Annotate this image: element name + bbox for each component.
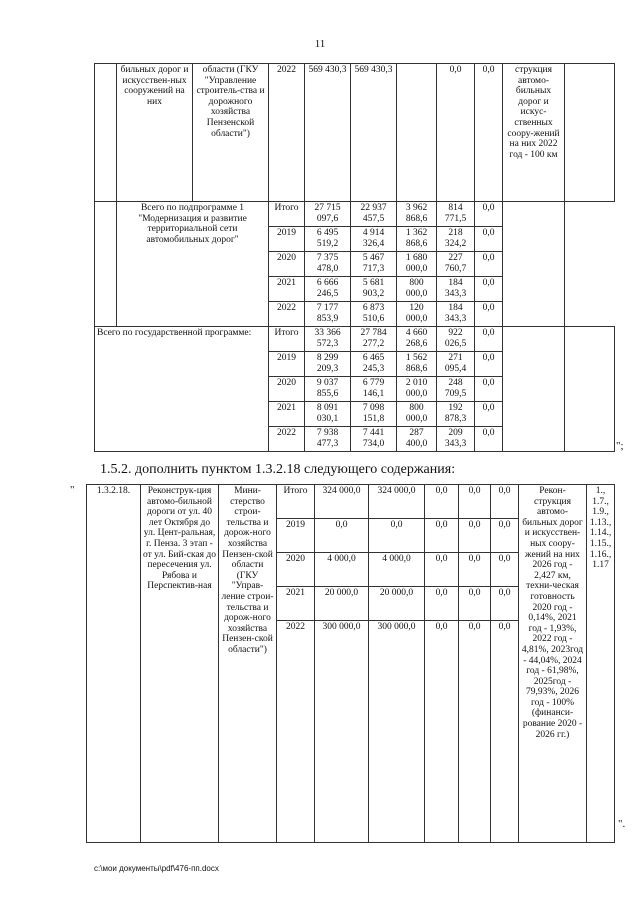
cell-federal: 0,0	[425, 553, 459, 587]
cell-regional: 7 441 734,0	[351, 427, 397, 452]
cell-regional: 5 681 903,2	[351, 277, 397, 302]
summary-label: Всего по подпрограмме 1 "Модернизация и развитие территориальной сети автомобильных дорог"	[117, 202, 269, 327]
cell-regional: 22 937 457,5	[351, 202, 397, 227]
cell-total: 8 299 209,3	[305, 352, 351, 377]
cell-result: струкция автомо-бильных дорог и искус-ственных соору-жений на них 2022 год - 100 км	[503, 64, 565, 202]
program-rows	[95, 327, 615, 452]
cell-regional: 6 465 245,3	[351, 352, 397, 377]
cell-other: 0,0	[491, 621, 519, 843]
cell-regional: 27 784 277,2	[351, 327, 397, 352]
cell-federal: 1 362 868,6	[397, 227, 437, 252]
cell-other: 0,0	[491, 587, 519, 621]
cell-other: 0,0	[475, 427, 503, 452]
cell-regional: 324 000,0	[369, 485, 425, 519]
cell-regional: 6 779 146,1	[351, 377, 397, 402]
cell-year: 2021	[269, 277, 305, 302]
cell-federal: 0,0	[425, 485, 459, 519]
cell-empty	[95, 202, 117, 327]
cell-total: 8 091 030,1	[305, 402, 351, 427]
cell-regional: 569 430,3	[351, 64, 397, 202]
cell-year: 2020	[277, 553, 315, 587]
cell-local: 248 709,5	[437, 377, 475, 402]
cell-year: 2020	[269, 252, 305, 277]
subprogram-rows	[95, 202, 615, 327]
cell-other: 0,0	[475, 327, 503, 352]
cell-federal: 0,0	[425, 621, 459, 843]
cell-local: 192 878,3	[437, 402, 475, 427]
cell-local: 0,0	[437, 64, 475, 202]
cell-object-name: бильных дорог и искусствен-ных сооружений на них	[117, 64, 193, 202]
cell-year: 2021	[277, 587, 315, 621]
cell-empty	[565, 327, 615, 452]
cell-local: 184 343,3	[437, 302, 475, 327]
amendment-heading: 1.5.2. дополнить пунктом 1.3.2.18 следующего содержания:	[100, 462, 456, 477]
cell-total: 27 715 097,6	[305, 202, 351, 227]
cell-local: 922 026,5	[437, 327, 475, 352]
cell-total: 4 000,0	[315, 553, 369, 587]
page-number: 11	[314, 38, 326, 50]
cell-total: 6 495 519,2	[305, 227, 351, 252]
cell-year: 2019	[277, 519, 315, 553]
cell-refs	[565, 64, 615, 202]
item-name: Реконструк-ция автомо-бильной дороги от ул. 40 лет Октября до ул. Цент-ральная, г. Пенза. 3 этап - от ул. Бий-ская до пересечения ул. Рябова и Перспектив-ная	[141, 485, 219, 843]
funding-table-continued	[94, 63, 615, 452]
cell-other: 0,0	[475, 64, 503, 202]
cell-year: Итого	[277, 485, 315, 519]
cell-local: 218 324,2	[437, 227, 475, 252]
cell-total: 6 666 246,5	[305, 277, 351, 302]
cell-local: 209 343,3	[437, 427, 475, 452]
cell-empty	[503, 327, 565, 452]
cell-other: 0,0	[475, 402, 503, 427]
cell-regional: 6 873 510,6	[351, 302, 397, 327]
cell-empty	[95, 64, 117, 202]
cell-empty	[503, 202, 565, 327]
cell-other: 0,0	[491, 519, 519, 553]
cell-total: 9 037 855,6	[305, 377, 351, 402]
cell-other: 0,0	[475, 377, 503, 402]
cell-local: 0,0	[459, 519, 491, 553]
cell-total: 7 177 853,9	[305, 302, 351, 327]
cell-year: Итого	[269, 327, 305, 352]
cell-regional: 5 467 717,3	[351, 252, 397, 277]
cell-total: 7 938 477,3	[305, 427, 351, 452]
cell-total: 7 375 478,0	[305, 252, 351, 277]
cell-local: 271 095,4	[437, 352, 475, 377]
cell-federal: 0,0	[425, 587, 459, 621]
cell-total: 0,0	[315, 519, 369, 553]
end-quote-2: ".	[618, 818, 626, 830]
cell-federal: 800 000,0	[397, 277, 437, 302]
cell-federal: 287 400,0	[397, 427, 437, 452]
cell-executor: области (ГКУ "Управление строитель-ства и дорожного хозяйства Пензенской области")	[193, 64, 269, 202]
cell-local: 184 343,3	[437, 277, 475, 302]
cell-regional: 7 098 151,8	[351, 402, 397, 427]
cell-year: 2020	[269, 377, 305, 402]
cell-total: 300 000,0	[315, 621, 369, 843]
end-quote: ";	[616, 440, 624, 452]
summary-label: Всего по государственной программе:	[95, 327, 269, 452]
cell-total: 324 000,0	[315, 485, 369, 519]
cell-federal: 120 000,0	[397, 302, 437, 327]
cell-local: 814 771,5	[437, 202, 475, 227]
cell-other: 0,0	[491, 485, 519, 519]
cell-regional: 0,0	[369, 519, 425, 553]
open-quote: "	[70, 484, 75, 496]
cell-federal: 4 660 268,6	[397, 327, 437, 352]
new-item-table	[86, 484, 615, 843]
cell-local: 0,0	[459, 621, 491, 843]
cell-federal: 1 562 868,6	[397, 352, 437, 377]
file-path-footer: c:\мои документы\pdf\476-пп.docx	[94, 864, 219, 873]
cell-regional: 4 914 326,4	[351, 227, 397, 252]
cell-regional: 20 000,0	[369, 587, 425, 621]
cell-total: 20 000,0	[315, 587, 369, 621]
item-executor: Мини-стерство строи-тельства и дорож-ного хозяйства Пензен-ской области (ГКУ "Управ-ление строи-тельства и дорож-ного хозяйства Пензен-ской области")	[219, 485, 277, 843]
cell-federal: 0,0	[425, 519, 459, 553]
cell-federal: 2 010 000,0	[397, 377, 437, 402]
cell-local: 0,0	[459, 553, 491, 587]
cell-other: 0,0	[475, 227, 503, 252]
cell-local: 0,0	[459, 485, 491, 519]
cell-local: 0,0	[459, 587, 491, 621]
cell-federal: 1 680 000,0	[397, 252, 437, 277]
cell-year: 2022	[269, 302, 305, 327]
cell-other: 0,0	[491, 553, 519, 587]
cell-year: 2022	[277, 621, 315, 843]
cell-federal: 800 000,0	[397, 402, 437, 427]
item-refs: 1., 1.7., 1.9., 1.13., 1.14., 1.15., 1.16., 1.17	[587, 485, 615, 843]
cell-other: 0,0	[475, 277, 503, 302]
cell-year: 2019	[269, 227, 305, 252]
item-result: Рекон-струкция автомо-бильных дорог и искусствен-ных соору-жений на них 2026 год - 2,427 км, техни-ческая готовность 2020 год - 0,14%, 2021 год - 1,93%, 2022 год - 4,81%, 2023год - 44,04%, 2024 год - 61,98%, 2025год - 79,93%, 2026 год - 100% (финанси-рование 2020 - 2026 гг.)	[519, 485, 587, 843]
cell-other: 0,0	[475, 202, 503, 227]
cell-year: 2022	[269, 64, 305, 202]
cell-year: 2019	[269, 352, 305, 377]
cell-year: 2022	[269, 427, 305, 452]
cell-regional: 4 000,0	[369, 553, 425, 587]
cell-other: 0,0	[475, 252, 503, 277]
cell-total: 33 366 572,3	[305, 327, 351, 352]
cell-other: 0,0	[475, 352, 503, 377]
cell-year: Итого	[269, 202, 305, 227]
cell-total: 569 430,3	[305, 64, 351, 202]
cell-year: 2021	[269, 402, 305, 427]
cell-other: 0,0	[475, 302, 503, 327]
cell-federal: 3 962 868,6	[397, 202, 437, 227]
item-number: 1.3.2.18.	[87, 485, 141, 843]
cell-local: 227 760,7	[437, 252, 475, 277]
cell-regional: 300 000,0	[369, 621, 425, 843]
cell-federal	[397, 64, 437, 202]
